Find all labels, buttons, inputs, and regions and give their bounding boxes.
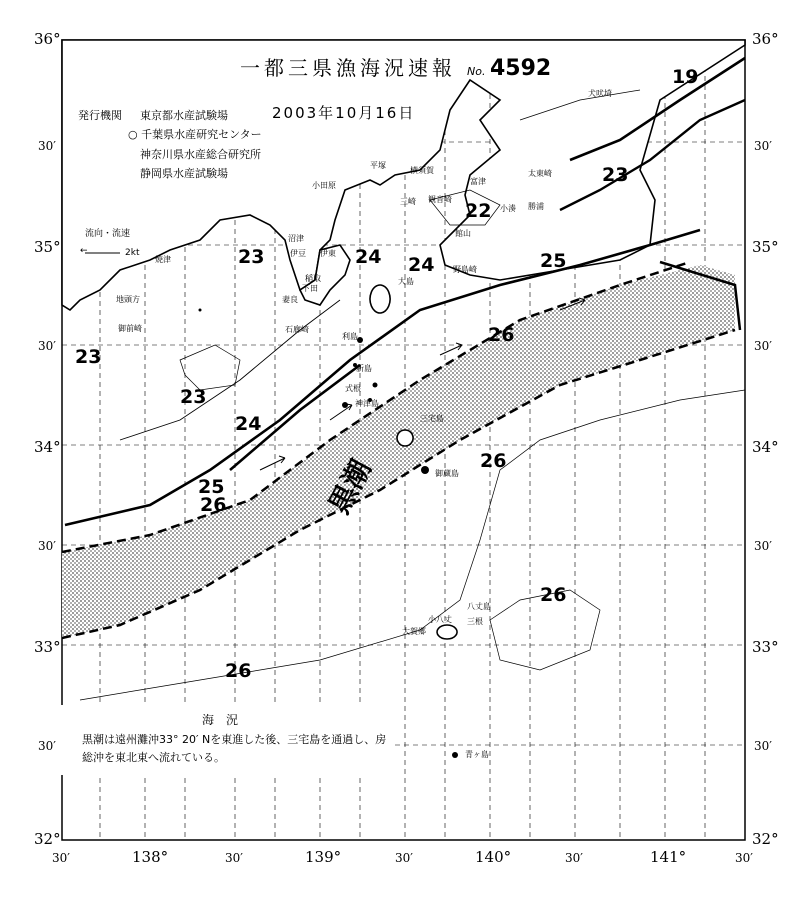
place-mikura: 御蔵島	[435, 469, 459, 478]
lat-35-left: 35°	[34, 238, 61, 256]
sea-condition-report	[60, 705, 395, 775]
place-hiratsuka: 平塚	[370, 161, 386, 170]
place-kominato: 小湊	[500, 204, 516, 213]
publisher-kanagawa: 神奈川県水産総合研究所	[140, 148, 261, 161]
legend-label: 流向・流速	[85, 229, 131, 239]
place-irozaki: 石廊崎	[285, 325, 309, 334]
place-nojima: 野島崎	[453, 265, 477, 274]
lat-33-left: 33°	[34, 638, 61, 656]
place-hachijo: 八丈島	[467, 602, 491, 611]
temp-22: 22	[465, 200, 492, 222]
kuroshio-label: 黒潮	[322, 454, 378, 520]
lat-35-right: 35°	[752, 238, 779, 256]
place-yaizu: 焼津	[155, 255, 171, 264]
place-ito: 伊東	[320, 249, 336, 258]
temp-24-west: 24	[235, 413, 262, 435]
place-kohachijo: 小八丈	[428, 615, 452, 624]
temp-19: 19	[672, 66, 699, 88]
place-numazu: 沼津	[288, 234, 304, 243]
temp-25-east: 25	[540, 250, 567, 272]
place-omaezaki: 御前崎	[118, 324, 142, 333]
temp-24-a: 24	[355, 246, 382, 268]
lon-138-30: 30′	[225, 851, 243, 865]
place-shimoda: 下田	[302, 284, 318, 293]
place-kozushima: 神津島	[355, 399, 379, 408]
place-taito: 太東崎	[528, 169, 552, 178]
isotherm-23-loop	[180, 345, 240, 390]
place-futtsu: 富津	[470, 177, 486, 186]
temp-23-suruga: 23	[238, 246, 265, 268]
kuroshio-band	[62, 265, 735, 638]
lat-36-right: 36°	[752, 30, 779, 48]
lat-34-right: 34°	[752, 438, 779, 456]
place-niijima: 新島	[356, 364, 372, 373]
lon-141-30: 30′	[735, 851, 753, 865]
place-toshima: 利島	[342, 332, 358, 341]
place-miura: 三崎	[400, 197, 416, 206]
place-shikinejima: 式根	[345, 384, 361, 393]
lat-35-30-right: 30′	[754, 139, 772, 153]
oshima-island	[370, 285, 390, 313]
lat-33-30-left: 30′	[38, 539, 56, 553]
lon-137-30: 30′	[52, 851, 70, 865]
place-okago: 大賀郷	[402, 627, 426, 636]
publisher-shizuoka: 静岡県水産試験場	[140, 167, 228, 180]
place-miyake: 三宅島	[420, 414, 444, 423]
lat-32-left: 32°	[34, 830, 61, 848]
issue-date: 2003年10月16日	[272, 104, 416, 122]
place-kannonzaki: 観音崎	[428, 195, 452, 204]
publisher-chiba	[128, 129, 262, 140]
place-jitokata: 地頭方	[116, 295, 140, 304]
lon-141: 141°	[650, 848, 687, 866]
lon-140-30: 30′	[565, 851, 583, 865]
lat-34-30-left: 30′	[38, 339, 56, 353]
temp-23-boso: 23	[602, 164, 629, 186]
report-title: 海 況	[202, 713, 239, 727]
place-izu: 伊豆	[290, 249, 306, 258]
legend-arrow-icon: ←	[80, 246, 88, 256]
place-mera: 妻良	[282, 295, 298, 304]
miyake-island	[397, 430, 413, 446]
place-mitsune: 三根	[467, 617, 483, 626]
hachijo-island	[437, 625, 457, 639]
place-oshima: 大島	[398, 277, 414, 286]
lat-34-30-right: 30′	[754, 339, 772, 353]
temp-25-west: 25	[198, 476, 225, 498]
isotherm-24	[120, 300, 340, 440]
lat-33-right: 33°	[752, 638, 779, 656]
place-inatori: 稲取	[305, 274, 321, 283]
chiba-marker-icon: ○	[128, 128, 138, 141]
temp-26-mid: 26	[480, 450, 507, 472]
place-yokosuka: 横須賀	[410, 166, 434, 175]
publisher-chiba-label: 千葉県水産研究センター	[141, 128, 262, 141]
place-katsuura: 勝浦	[528, 202, 544, 211]
place-inubo: 犬吠埼	[588, 89, 612, 98]
lat-34-left: 34°	[34, 438, 61, 456]
lon-138: 138°	[132, 848, 169, 866]
legend-speed: 2kt	[125, 248, 140, 258]
lat-32-30-right: 30′	[754, 739, 772, 753]
temp-26-top: 26	[488, 324, 515, 346]
lat-32-30-left: 30′	[38, 739, 56, 753]
temp-24-b: 24	[408, 254, 435, 276]
issue-number: 4592	[490, 56, 552, 81]
lat-36-left: 36°	[34, 30, 61, 48]
lon-139-30: 30′	[395, 851, 413, 865]
lon-140: 140°	[475, 848, 512, 866]
lat-32-right: 32°	[752, 830, 779, 848]
temp-26-south: 26	[225, 660, 252, 682]
place-odawara: 小田原	[312, 181, 336, 190]
lat-35-30-left: 30′	[38, 139, 56, 153]
map-title: 一都三県漁海況速報	[240, 56, 456, 80]
publisher-tokyo: 東京都水産試験場	[140, 109, 228, 122]
temp-26-west: 26	[200, 494, 227, 516]
publisher-label: 発行機関	[78, 109, 122, 122]
issue-prefix: No.	[467, 65, 486, 78]
lat-33-30-right: 30′	[754, 539, 772, 553]
lon-139: 139°	[305, 848, 342, 866]
temp-23-west: 23	[75, 346, 102, 368]
temp-26-hachijo: 26	[540, 584, 567, 606]
report-text: 黒潮は遠州灘沖33° 20′ Nを東進した後、三宅島を通過し、房総沖を東北東へ流れている。	[82, 733, 387, 764]
temp-23-mid: 23	[180, 386, 207, 408]
place-aogashima: 青ヶ島	[465, 750, 489, 759]
place-tateyama: 館山	[455, 229, 471, 238]
